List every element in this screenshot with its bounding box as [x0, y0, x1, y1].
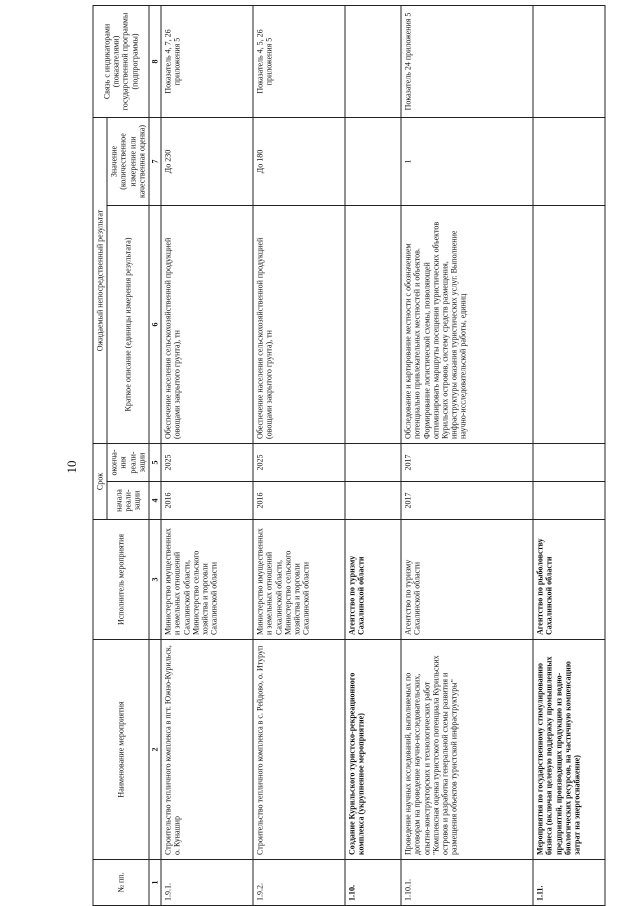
column-number: 5	[149, 443, 161, 481]
row-start-cell: 2016	[253, 482, 345, 520]
row-start-cell	[533, 482, 605, 520]
row-executor-cell: Агентство по туризму Сахалинской области	[345, 520, 401, 640]
row-end-cell	[345, 443, 401, 481]
row-desc-cell: Обеспечение населения сельскохозяйственной продукцией (овощами закрытого грунта), тн	[253, 205, 345, 443]
column-number: 8	[149, 5, 161, 117]
column-number: 6	[149, 205, 161, 443]
column-number-row	[149, 5, 161, 905]
header-indicator-link: Связь с индикаторами (показателями) государственной программы (подпрограммы)	[93, 5, 149, 117]
row-link-cell: Показатель 24 приложения 5	[401, 5, 533, 117]
row-value-cell: До 230	[161, 117, 253, 205]
row-value-cell: 1	[401, 117, 533, 205]
header-result: Ожидаемый непосредственный результат	[93, 117, 107, 443]
row-name-cell: Создание Курильского туристско-рекреационного комплекса (укрупненное мероприятие)	[345, 640, 401, 860]
row-executor-cell: Министерство имущественных и земельных отношений Сахалинской области, Министерство сельского хозяйства и торговли Сахалинской области	[161, 520, 253, 640]
row-executor-cell: Агентство по туризму Сахалинской области	[401, 520, 533, 640]
table-row	[533, 5, 605, 905]
row-name-cell: Мероприятия по государственному стимулированию бизнеса (включая целевую поддержку промышленных предприятий, производящих продукцию из водно-биологических ресурсов, на частичную компенсацию затрат на энергоснабжение)	[533, 640, 605, 860]
row-name-cell: Проведение научных исследований, выполняемых по договорам на проведение научно-исследовательских, опытно-конструкторских и технологических работ "Комплексная оценка туристского потенциала Курильских островов и разработка генеральной схемы развития и размещения объектов туристской инфраструктуры"	[401, 640, 533, 860]
header-term: Срок	[93, 443, 107, 519]
row-num-cell: 1.9.2.	[253, 860, 345, 906]
header-executor: Исполнитель мероприятия	[93, 520, 149, 640]
row-desc-cell	[533, 205, 605, 443]
row-start-cell	[345, 482, 401, 520]
measures-table	[93, 5, 606, 906]
table-row	[161, 5, 253, 905]
row-desc-cell: Обеспечение населения сельскохозяйственной продукцией (овощами закрытого грунта), тн	[161, 205, 253, 443]
row-link-cell	[345, 5, 401, 117]
header-row-1	[93, 5, 107, 905]
row-value-cell	[533, 117, 605, 205]
row-end-cell: 2025	[161, 443, 253, 481]
row-name-cell: Строительство тепличного комплекса в с. Рейдово, о. Итуруп	[253, 640, 345, 860]
row-end-cell: 2025	[253, 443, 345, 481]
row-executor-cell: Агентство по рыболовству Сахалинской области	[533, 520, 605, 640]
column-number: 3	[149, 520, 161, 640]
row-name-cell: Строительство тепличного комплекса в пгт. Южно-Курильск, о. Кунашир	[161, 640, 253, 860]
row-value-cell	[345, 117, 401, 205]
row-value-cell: До 180	[253, 117, 345, 205]
header-num: № пп.	[93, 860, 149, 906]
row-link-cell: Показатель 4, 7, 26 приложения 5	[161, 5, 253, 117]
row-num-cell: 1.10.	[345, 860, 401, 906]
table-row	[345, 5, 401, 905]
table-body	[161, 5, 605, 905]
row-start-cell: 2016	[161, 482, 253, 520]
table-row	[401, 5, 533, 905]
column-number: 2	[149, 640, 161, 860]
table-row	[253, 5, 345, 905]
row-start-cell: 2017	[401, 482, 533, 520]
header-result-desc: Краткое описание (единицы измерения результата)	[107, 205, 149, 443]
row-num-cell: 1.9.1.	[161, 860, 253, 906]
header-term-end: оконча- ния реали- зации	[107, 443, 149, 481]
header-name: Наименование мероприятия	[93, 640, 149, 860]
row-num-cell: 1.10.1.	[401, 860, 533, 906]
document-sheet	[93, 6, 582, 906]
header-term-start: начала реали- зации	[107, 482, 149, 520]
row-desc-cell	[345, 205, 401, 443]
row-num-cell: 1.11.	[533, 860, 605, 906]
column-number: 7	[149, 117, 161, 205]
header-result-value: Значение (количественное измерение или качественная оценка)	[107, 117, 149, 205]
row-end-cell: 2017	[401, 443, 533, 481]
row-link-cell: Показатель 4, 5, 26 приложения 5	[253, 5, 345, 117]
row-executor-cell: Министерство имущественных и земельных отношений Сахалинской области, Министерство сельского хозяйства и торговли Сахалинской области	[253, 520, 345, 640]
row-link-cell	[533, 5, 605, 117]
column-number: 4	[149, 482, 161, 520]
column-number: 1	[149, 860, 161, 906]
row-end-cell	[533, 443, 605, 481]
row-desc-cell: Обследование и картирование местности с обозначением потенциально привлекательных местностей и объектов. Формирование логистической схемы, позволяющей оптимизировать маршруты посещения туристических объектов Курильских островов, систему средств размещения, инфраструктуры оказания туристических услуг. Выполнение научно-исследовательской работы, единиц	[401, 205, 533, 443]
page-number: 10	[64, 460, 79, 474]
